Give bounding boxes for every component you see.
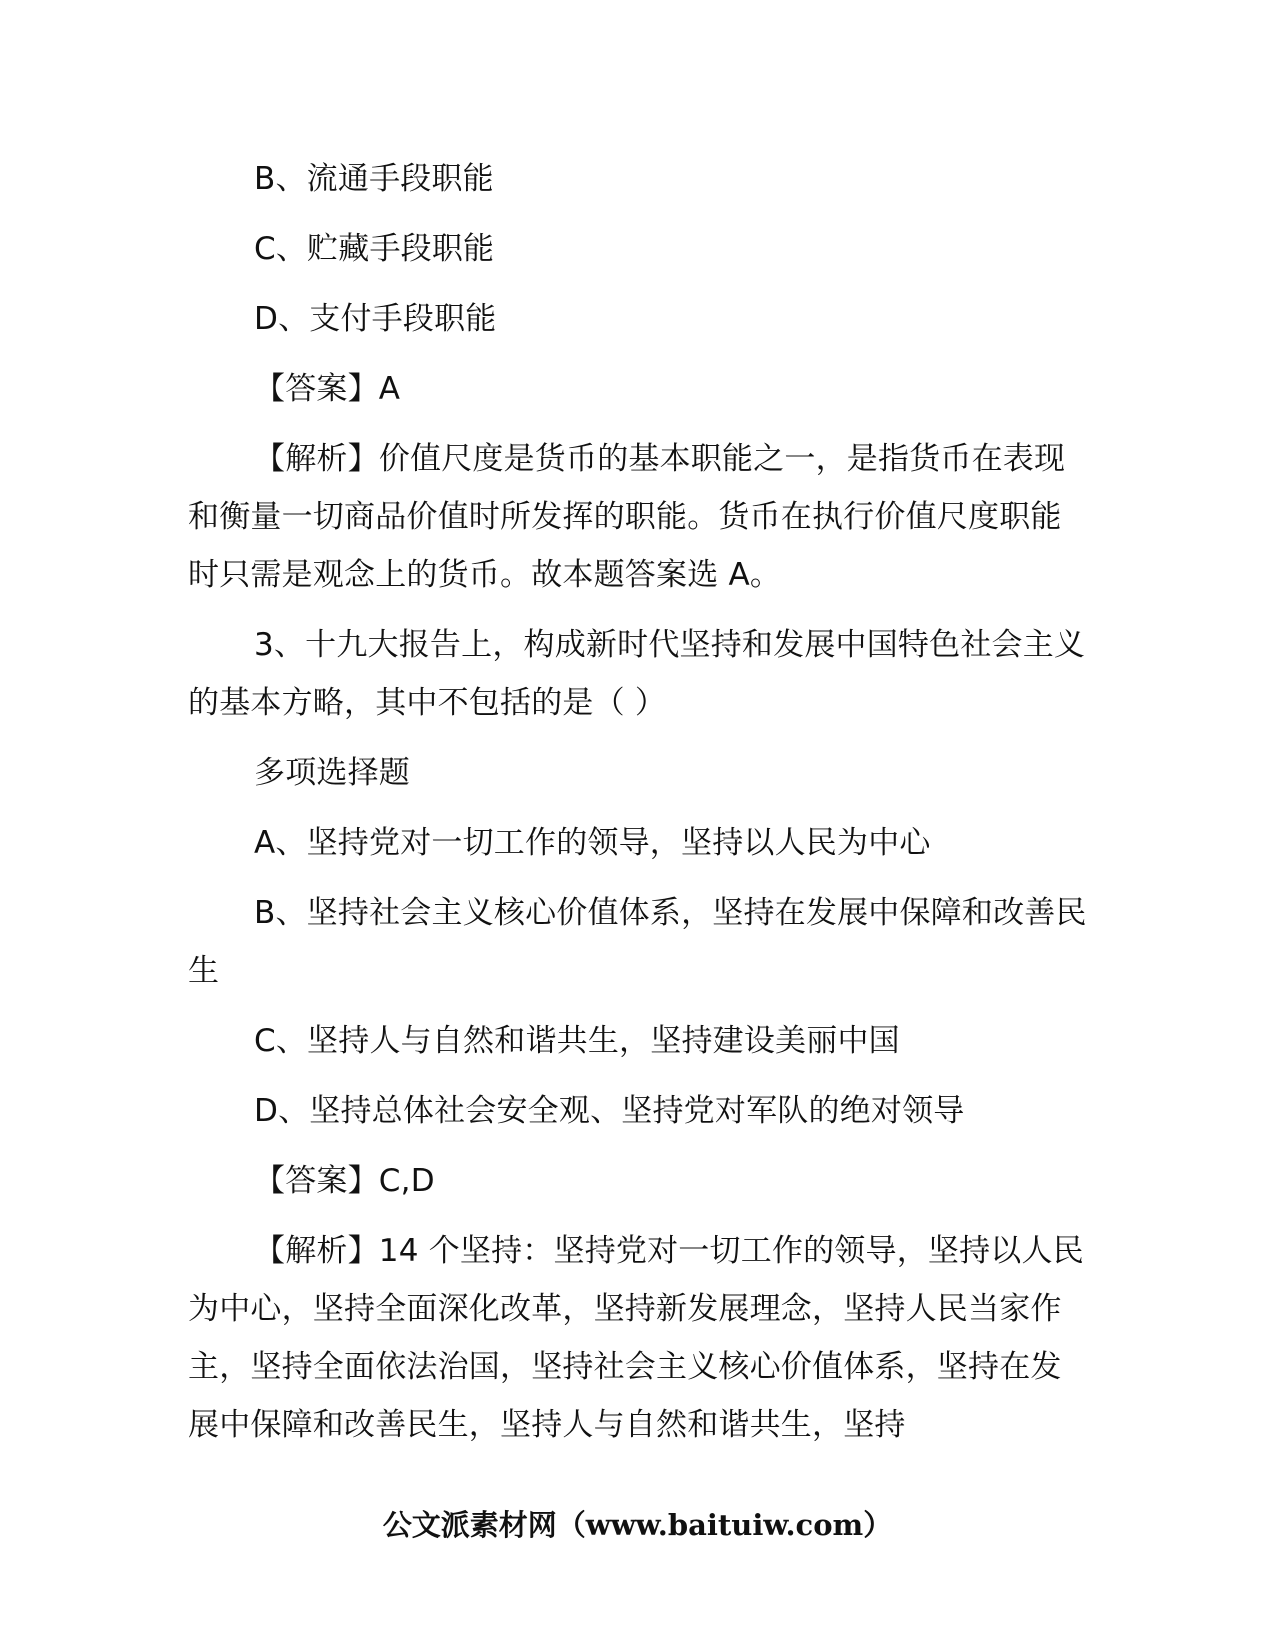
option-c: C、贮藏手段职能 xyxy=(254,231,495,267)
option-d: D、坚持总体社会安全观、坚持党对军队的绝对领导 xyxy=(254,1093,965,1129)
answer-label: 【答案】A xyxy=(254,371,401,407)
option-a: A、坚持党对一切工作的领导，坚持以人民为中心 xyxy=(254,825,931,861)
option-d: D、支付手段职能 xyxy=(254,301,497,337)
option-c: C、坚持人与自然和谐共生，坚持建设美丽中国 xyxy=(254,1023,900,1059)
explanation-paragraph: 【解析】14 个坚持：坚持党对一切工作的领导，坚持以人民为中心，坚持全面深化改革，坚持新发展理念，坚持人民当家作主，坚持全面依法治国，坚持社会主义核心价值体系，坚持在发展中保障和改善民生，坚持人与自然和谐共生，坚持 xyxy=(188,1233,1084,1443)
document-body xyxy=(188,150,1088,1466)
option-b: B、流通手段职能 xyxy=(254,161,494,197)
explanation-paragraph: 【解析】价值尺度是货币的基本职能之一，是指货币在表现和衡量一切商品价值时所发挥的职能。货币在执行价值尺度职能时只需是观念上的货币。故本题答案选 A。 xyxy=(188,441,1066,593)
footer-watermark: 公文派素材网（www.baituiw.com） xyxy=(382,1508,893,1542)
question-3: 3、十九大报告上，构成新时代坚持和发展中国特色社会主义的基本方略，其中不包括的是（ ） xyxy=(188,627,1086,721)
answer-label: 【答案】C,D xyxy=(254,1163,435,1199)
question-type: 多项选择题 xyxy=(254,755,410,791)
option-b: B、坚持社会主义核心价值体系，坚持在发展中保障和改善民生 xyxy=(188,895,1087,989)
